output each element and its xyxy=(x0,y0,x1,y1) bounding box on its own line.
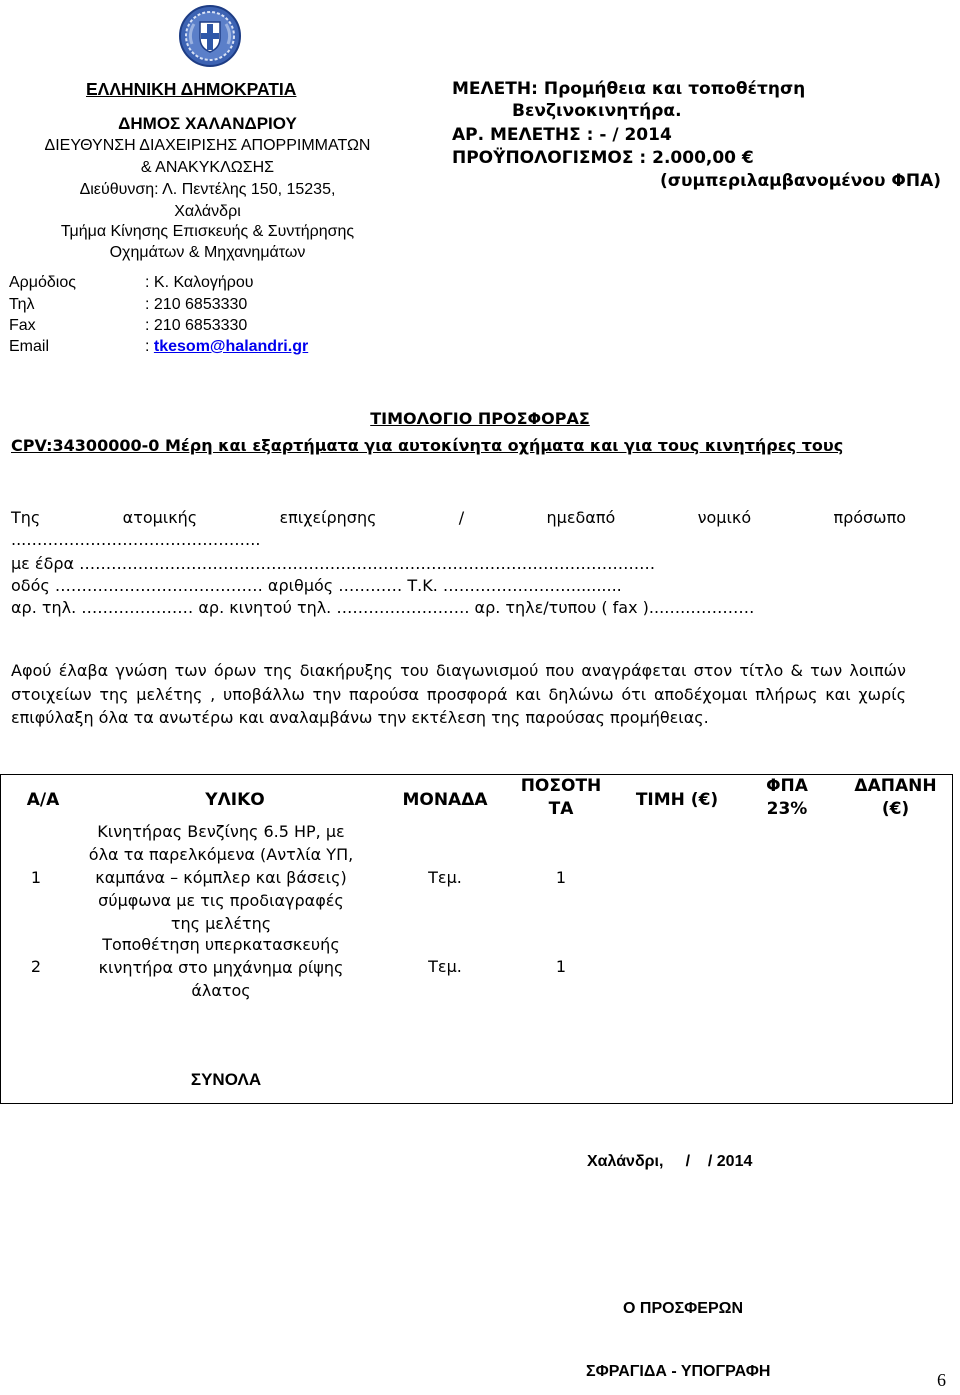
company-address-line: οδός ………………………………… αριθμός ………… Τ.Κ. …………………….......... xyxy=(11,576,622,595)
email-label: Email xyxy=(9,338,50,355)
email-link[interactable]: tkesom@halandri.gr xyxy=(153,338,309,355)
header-vat-line-1: ΦΠΑ xyxy=(766,776,808,796)
budget: ΠΡΟΫΠΟΛΟΓΙΣΜΟΣ : 2.000,00 € xyxy=(452,148,754,168)
address-line-1: Διεύθυνση: Λ. Πεντέλης 150, 15235, xyxy=(79,181,336,198)
vat-note: (συμπεριλαμβανομένου ΦΠΑ) xyxy=(660,171,941,191)
fax-row xyxy=(9,316,247,336)
row-1-item-line: της μελέτης xyxy=(170,914,272,933)
header-unit: ΜΟΝΑΔΑ xyxy=(402,790,488,810)
contact-value: : Κ. Καλογήρου xyxy=(145,274,254,291)
study-title-line-2: Βενζινοκινητήρα. xyxy=(512,101,682,121)
header-aa: Α/Α xyxy=(26,790,60,810)
place-date: Χαλάνδρι, / / 2014 xyxy=(587,1153,753,1170)
contact-person-row xyxy=(9,273,253,293)
row-2-unit: Τεμ. xyxy=(428,957,462,976)
company-word: νομικό xyxy=(697,508,752,527)
header-cost-line-1: ΔΑΠΑΝΗ xyxy=(854,776,937,796)
company-word: / xyxy=(458,508,465,527)
company-seat-line: με έδρα ……………………………………………………………………………………………… xyxy=(11,554,656,573)
email-row xyxy=(9,337,308,357)
row-1-unit: Τεμ. xyxy=(428,868,462,887)
row-2-item-line: άλατος xyxy=(191,981,251,1000)
header-qty xyxy=(505,775,617,821)
department-line-2: Οχημάτων & Μηχανημάτων xyxy=(109,244,306,261)
stamp-signature-label: ΣΦΡΑΓΙΔΑ - ΥΠΟΓΡΑΦΗ xyxy=(586,1363,771,1380)
bidder-label: Ο ΠΡΟΣΦΕΡΩΝ xyxy=(623,1300,744,1317)
totals-label: ΣΥΝΟΛΑ xyxy=(190,1070,262,1089)
company-word: Της xyxy=(11,508,41,527)
header-item: ΥΛΙΚΟ xyxy=(205,790,265,810)
phone-value: : 210 6853330 xyxy=(145,296,248,313)
header-cost xyxy=(837,775,954,821)
offer-title: ΤΙΜΟΛΟΓΙΟ ΠΡΟΣΦΟΡΑΣ xyxy=(370,409,590,428)
study-number: ΑΡ. ΜΕΛΕΤΗΣ : - / 2014 xyxy=(452,125,672,145)
row-1-qty: 1 xyxy=(555,868,567,887)
phone-label: Τηλ xyxy=(9,296,35,313)
study-title-line-1: ΜΕΛΕΤΗ: Προμήθεια και τοποθέτηση xyxy=(452,79,806,99)
row-1-item xyxy=(71,820,371,935)
header-price: ΤΙΜΗ (€) xyxy=(635,790,719,810)
municipality-name: ΔΗΜΟΣ ΧΑΛΑΝΔΡΙΟΥ xyxy=(118,114,297,133)
company-line-2: ...…………………………………….. xyxy=(11,530,261,549)
company-phone-line: αρ. τηλ. ………………… αρ. κινητού τηλ. ……………………. αρ. τηλε/τυπου ( fax )...…..………… xyxy=(11,598,755,617)
phone-row xyxy=(9,295,247,315)
row-2-item xyxy=(71,933,371,1002)
header-cost-line-2: (€) xyxy=(881,799,910,819)
fax-value: : 210 6853330 xyxy=(145,317,248,334)
row-2-item-line: Τοποθέτηση υπερκατασκευής xyxy=(102,935,340,954)
company-line-1 xyxy=(11,508,906,527)
fax-label: Fax xyxy=(9,317,36,334)
country-title: ΕΛΛΗΝΙΚΗ ΔΗΜΟΚΡΑΤΙΑ xyxy=(86,79,297,99)
cpv-code: CPV:34300000-0 Μέρη και εξαρτήματα για αυτοκίνητα οχήματα και για τους κινητήρες τους xyxy=(11,436,844,455)
company-word: πρόσωπο xyxy=(833,508,906,527)
row-2-item-line: κινητήρα στο μηχάνημα ρίψης xyxy=(98,958,344,977)
company-word: ατομικής xyxy=(122,508,198,527)
directorate-line-1: ΔΙΕΥΘΥΝΣΗ ΔΙΑΧΕΙΡΙΣΗΣ ΑΠΟΡΡΙΜΜΑΤΩΝ xyxy=(44,137,371,154)
row-1-item-line: όλα τα παρελκόμενα (Αντλία ΥΠ, xyxy=(88,845,354,864)
greek-republic-emblem xyxy=(178,4,242,68)
row-2-aa: 2 xyxy=(30,957,42,976)
header-qty-line-1: ΠΟΣΟΤΗ xyxy=(520,776,602,796)
row-2-qty: 1 xyxy=(555,957,567,976)
company-word: επιχείρησης xyxy=(279,508,377,527)
department-line-1: Τμήμα Κίνησης Επισκευής & Συντήρησης xyxy=(60,223,355,240)
offer-table xyxy=(0,774,953,1104)
header-vat xyxy=(737,775,837,821)
directorate-line-2: & ΑΝΑΚΥΚΛΩΣΗΣ xyxy=(140,159,275,176)
company-word: ημεδαπό xyxy=(546,508,616,527)
address-line-2: Χαλάνδρι xyxy=(174,203,241,220)
header-qty-line-2: ΤΑ xyxy=(548,799,574,819)
declaration-text: Αφού έλαβα γνώση των όρων της διακήρυξης του διαγωνισμού που αναγράφεται στον τίτλο & των λοιπών στοιχείων της μελέτης , υποβάλλω την παρούσα προσφορά και δηλώνω ότι αποδέχομαι πλήρως και χωρίς επιφύλαξη όλα τα ανωτέρω και αναλαμβάνω την εκτέλεση της παρούσας προμήθειας. xyxy=(11,661,906,727)
email-prefix: : xyxy=(145,338,154,355)
contact-label: Αρμόδιος xyxy=(9,274,76,291)
page-number: 6 xyxy=(937,1370,946,1390)
row-1-aa: 1 xyxy=(30,868,42,887)
header-vat-line-2: 23% xyxy=(766,799,808,819)
row-1-item-line: καμπάνα – κόμπλερ και βάσεις) xyxy=(95,868,347,887)
row-1-item-line: Κινητήρας Βενζίνης 6.5 HP, με xyxy=(97,822,345,841)
row-1-item-line: σύμφωνα με τις προδιαγραφές xyxy=(98,891,344,910)
